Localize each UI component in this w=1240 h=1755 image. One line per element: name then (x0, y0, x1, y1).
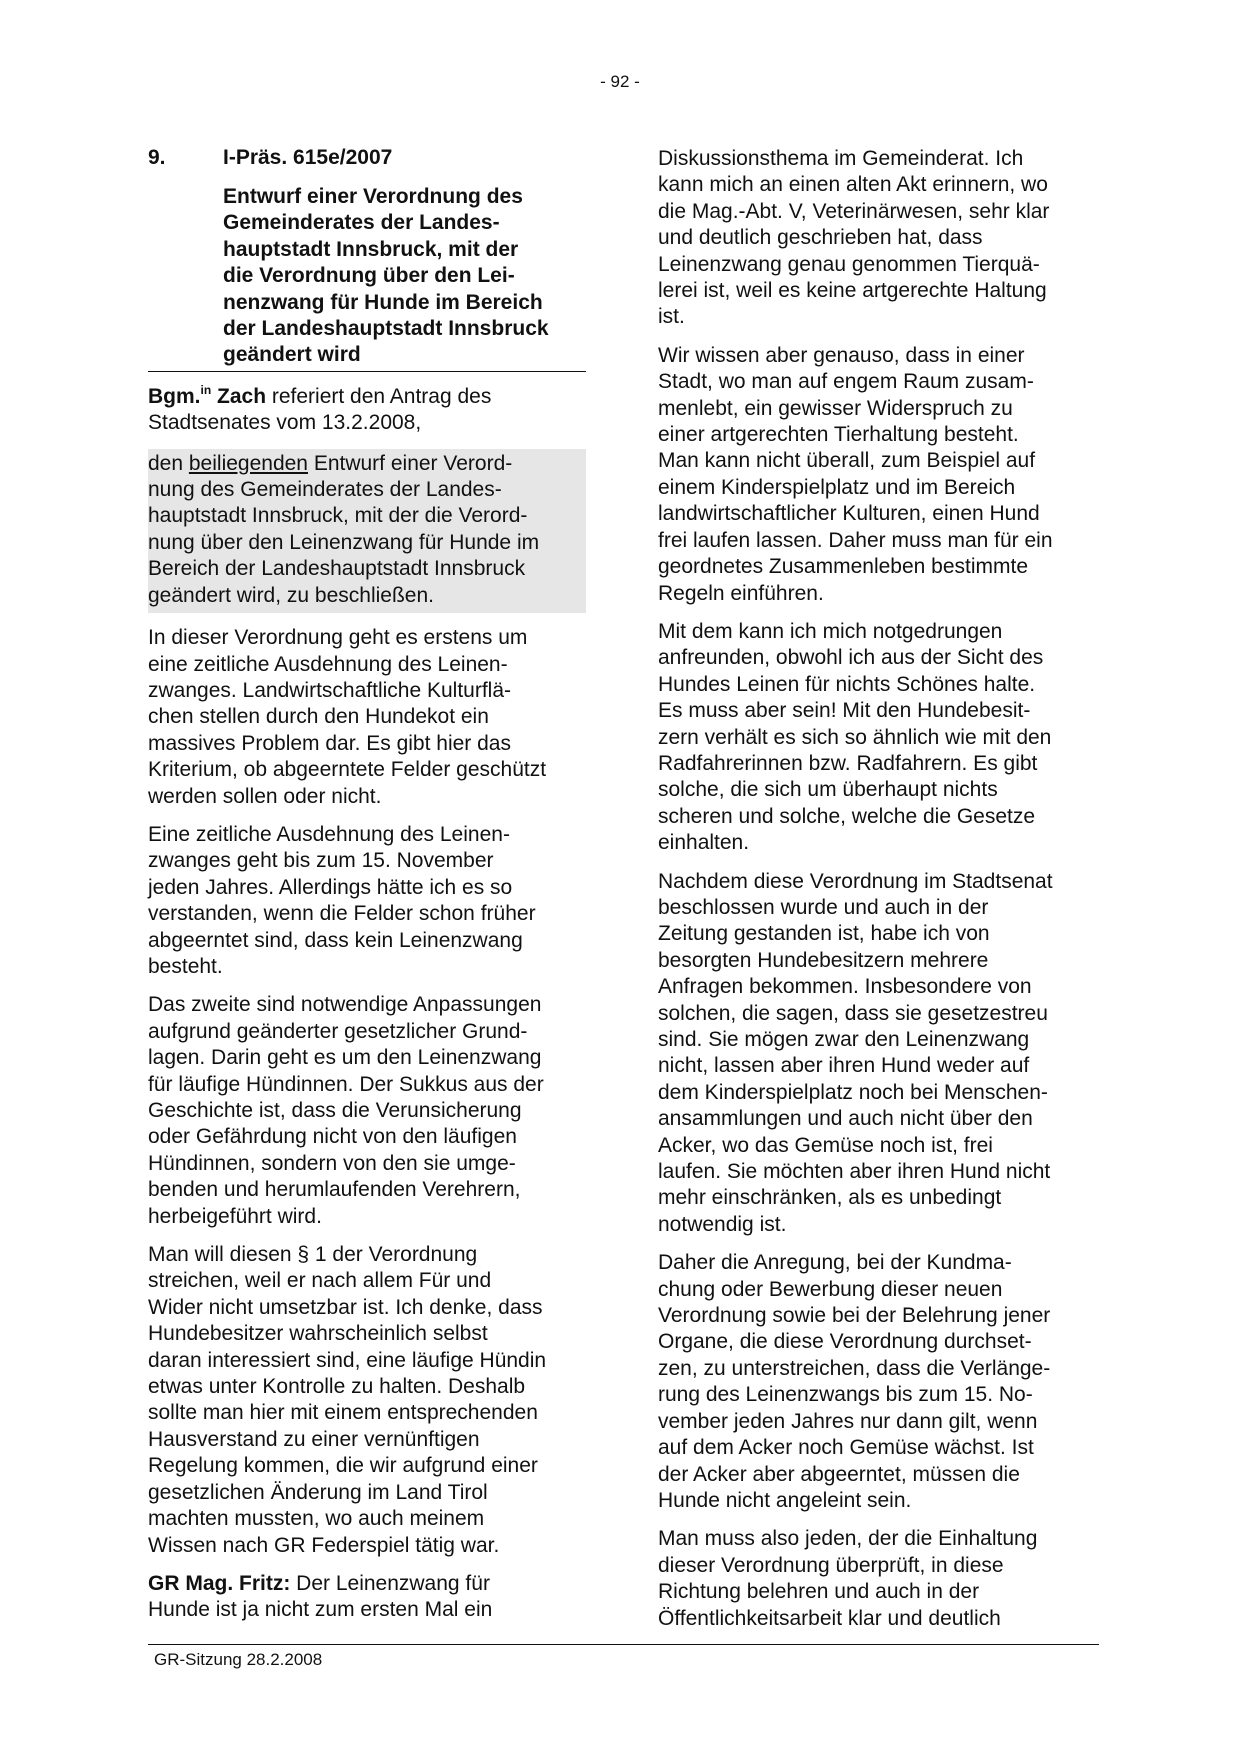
body-paragraph: Man will diesen § 1 der Verordnung streichen, weil er nach allem Für und Wider nicht umsetzbar ist. Ich denke, dass Hundebesitzer wahrscheinlich selbst daran interessiert sind, eine läufige Hündin etwas unter Kontrolle zu halten. Deshalb sollte man hier mit einem entsprechenden Hausverstand zu einer vernünftigen Regelung kommen, die wir aufgrund einer gesetzlichen Änderung im Land Tirol machten mussten, wo auch meinem Wissen nach GR Federspiel tätig war. (148, 1243, 547, 1557)
body-paragraph: Nachdem diese Verordnung im Stadtsenat beschlossen wurde und auch in der Zeitung gestanden ist, habe ich von besorgten Hundebesitzern mehrere Anfragen bekommen. Insbesondere von solchen, die sagen, dass sie gesetzestreu sind. Sie mögen zwar den Leinenzwang nicht, lassen aber ihren Hund weder auf dem Kinderspielplatz noch bei Menschen- ansammlungen und auch nicht über den Acker, wo das Gemüse noch ist, frei laufen. Sie möchten aber ihren Hund nicht mehr einschränken, als es unbedingt notwendig ist. (658, 869, 1053, 1236)
footer-divider (148, 1644, 1099, 1645)
body-paragraph: In dieser Verordnung geht es erstens um eine zeitliche Ausdehnung des Leinen- zwanges. Landwirtschaftliche Kulturflä- chen stellen durch den Hundekot ein massives Problem dar. Es gibt hier das Kriterium, ob abgeerntete Felder geschützt werden sollen oder nicht. (148, 626, 547, 808)
fritz-paragraph: GR Mag. Fritz: Der Leinenzwang für Hunde ist ja nicht zum ersten Mal ein (148, 1571, 493, 1622)
speaker-name: GR Mag. Fritz: (148, 1571, 291, 1595)
right-column (658, 146, 1098, 1644)
footer-session-date: GR-Sitzung 28.2.2008 (154, 1650, 323, 1669)
body-paragraph: Man muss also jeden, der die Einhaltung dieser Verordnung überprüft, in diese Richtung belehren und auch in der Öffentlichkeitsarbeit klar und deutlich (658, 1527, 1038, 1630)
speaker-title: Bgm.$^{in}$ Zach (148, 382, 267, 408)
agenda-item-reference: I-Präs. 615e/2007 (223, 146, 393, 169)
page-number: - 92 - (600, 72, 640, 91)
underlined-word: beiliegenden (188, 451, 308, 475)
body-paragraph: Mit dem kann ich mich notgedrungen anfreunden, obwohl ich aus der Sicht des Hundes Leinen für nichts Schönes halte. Es muss aber sein! Mit den Hundebesit- zern verhält es sich so ähnlich wie mit den Radfahrerinnen bzw. Radfahrern. Es gibt solche, die sich um überhaupt nichts scheren und solche, welche die Gesetze einhalten. (658, 619, 1052, 855)
agenda-item-header (148, 146, 586, 170)
motion-text: den beiliegenden Entwurf einer Verord- nung des Gemeinderates der Landes- hauptstadt Innsbruck, mit der die Verord- nung über den Leinenzwang für Hunde im Bereich der Landeshauptstadt Innsbruck geändert wird, zu beschließen. (148, 449, 586, 613)
intro-paragraph: Bgm.$^{in}$ Zach referiert den Antrag des Stadtsenates vom 13.2.2008, (148, 382, 492, 435)
body-paragraph: Daher die Anregung, bei der Kundma- chung oder Bewerbung dieser neuen Verordnung sowie bei der Belehrung jener Organe, die diese Verordnung durchset- zen, zu unterstreichen, dass die Verlänge- rung des Leinenzwangs bis zum 15. No- vember jeden Jahres nur dann gilt, wenn auf dem Acker noch Gemüse wächst. Ist der Acker aber abgeerntet, müssen die Hunde nicht angeleint sein. (658, 1251, 1051, 1512)
body-paragraph: Diskussionsthema im Gemeinderat. Ich kann mich an einen alten Akt erinnern, wo die Mag.-Abt. V, Veterinärwesen, sehr klar und deutlich geschrieben hat, dass Leinenzwang genau genommen Tierquä- lerei ist, weil es keine artgerechte Haltung ist. (658, 147, 1050, 329)
body-paragraph: Wir wissen aber genauso, dass in einer Stadt, wo man auf engem Raum zusam- menlebt, ein gewisser Widerspruch zu einer artgerechten Tierhaltung besteht. Man kann nicht überall, zum Beispiel auf einem Kinderspielplatz und im Bereich landwirtschaftlicher Kulturen, einen Hund frei laufen lassen. Daher muss man für ein geordnetes Zusammenleben bestimmte Regeln einführen. (658, 343, 1053, 605)
left-column (148, 146, 586, 1636)
body-paragraph: Eine zeitliche Ausdehnung des Leinen- zwanges geht bis zum 15. November jeden Jahres. Allerdings hätte ich es so verstanden, wenn die Felder schon früher abgeerntet sind, dass kein Leinenzwang besteht. (148, 822, 536, 978)
body-paragraph: Das zweite sind notwendige Anpassungen aufgrund geänderter gesetzlicher Grund- lagen. Darin geht es um den Leinenzwang für läufige Hündinnen. Der Sukkus aus der Geschichte ist, dass die Verunsicherung oder Gefährdung nicht von den läufigen Hündinnen, sondern von den sie umge- benden und herumlaufenden Verehrern, herbeigeführt wird. (148, 993, 544, 1228)
agenda-item-title: Entwurf einer Verordnung des Gemeinderates der Landes- hauptstadt Innsbruck, mit der die Verordnung über den Lei- nenzwang für Hunde im Bereich der Landeshauptstadt Innsbruck geändert wird (148, 184, 586, 372)
agenda-item-number: 9. (148, 146, 166, 169)
